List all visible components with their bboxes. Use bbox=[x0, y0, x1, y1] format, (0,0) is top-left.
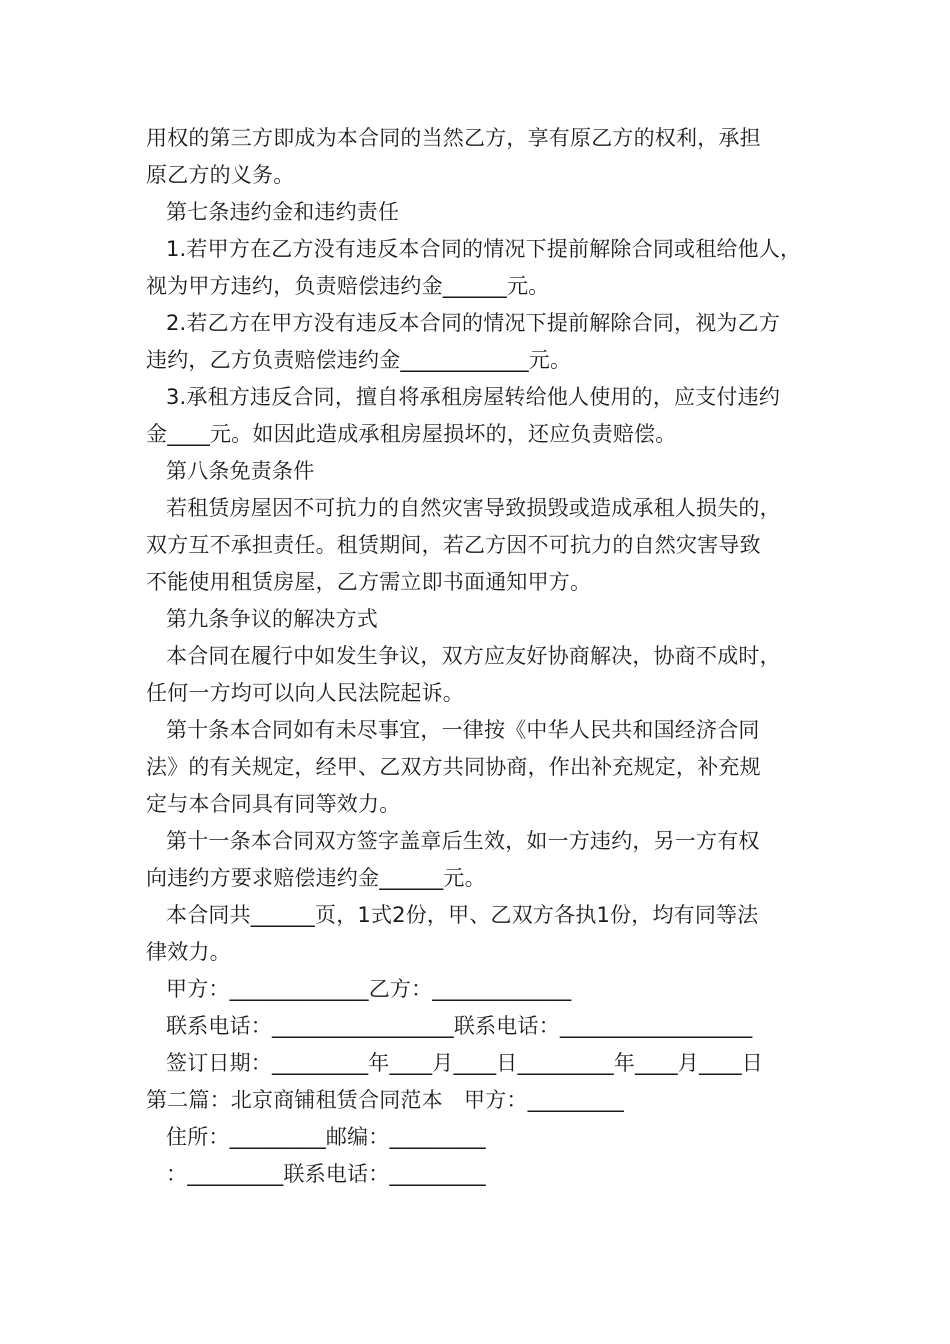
text-line: 法》的有关规定，经甲、乙双方共同协商，作出补充规定，补充规 bbox=[146, 755, 761, 779]
text-line: 违约，乙方负责赔偿违约金____________元。 bbox=[146, 348, 572, 372]
text-line: 本合同在履行中如发生争议，双方应友好协商解决，协商不成时， bbox=[166, 644, 781, 668]
phone-line: 联系电话：_________________联系电话：__________________ bbox=[166, 1014, 753, 1038]
section-heading: 第九条争议的解决方式 bbox=[166, 607, 378, 631]
section-heading: 第七条违约金和违约责任 bbox=[166, 200, 400, 224]
text-line: 本合同共______页，1式2份，甲、乙双方各执1份，均有同等法 bbox=[166, 903, 759, 927]
text-line: 金____元。如因此造成承租房屋损坏的，还应负责赔偿。 bbox=[146, 422, 677, 446]
text-line: 用权的第三方即成为本合同的当然乙方，享有原乙方的权利，承担 bbox=[146, 126, 761, 150]
text-line: 视为甲方违约，负责赔偿违约金______元。 bbox=[146, 274, 550, 298]
text-line: 若租赁房屋因不可抗力的自然灾害导致损毁或造成承租人损失的， bbox=[166, 496, 781, 520]
contact-line: ：_________联系电话：_________ bbox=[166, 1162, 486, 1186]
text-line: 定与本合同具有同等效力。 bbox=[146, 792, 401, 816]
text-line: 双方互不承担责任。租赁期间，若乙方因不可抗力的自然灾害导致 bbox=[146, 533, 761, 557]
text-line: 原乙方的义务。 bbox=[146, 163, 295, 187]
text-line: 第十条本合同如有未尽事宜，一律按《中华人民共和国经济合同 bbox=[166, 718, 760, 742]
address-line: 住所：_________邮编：_________ bbox=[166, 1125, 486, 1149]
date-line: 签订日期：_________年____月____日_________年____月____日 bbox=[166, 1051, 763, 1075]
text-line: 3.承租方违反合同，擅自将承租房屋转给他人使用的，应支付违约 bbox=[166, 385, 781, 409]
text-line: 向违约方要求赔偿违约金______元。 bbox=[146, 866, 486, 890]
text-line: 第十一条本合同双方签字盖章后生效，如一方违约，另一方有权 bbox=[166, 829, 760, 853]
section-heading: 第八条免责条件 bbox=[166, 459, 315, 483]
text-line: 1.若甲方在乙方没有违反本合同的情况下提前解除合同或租给他人， bbox=[166, 237, 802, 261]
text-line: 2.若乙方在甲方没有违反本合同的情况下提前解除合同，视为乙方 bbox=[166, 311, 781, 335]
text-line: 不能使用租赁房屋，乙方需立即书面通知甲方。 bbox=[146, 570, 592, 594]
text-line: 律效力。 bbox=[146, 940, 231, 964]
text-line: 任何一方均可以向人民法院起诉。 bbox=[146, 681, 464, 705]
signature-line: 甲方：_____________乙方：_____________ bbox=[166, 977, 572, 1001]
section-title: 第二篇：北京商铺租赁合同范本 甲方：_________ bbox=[146, 1088, 624, 1112]
